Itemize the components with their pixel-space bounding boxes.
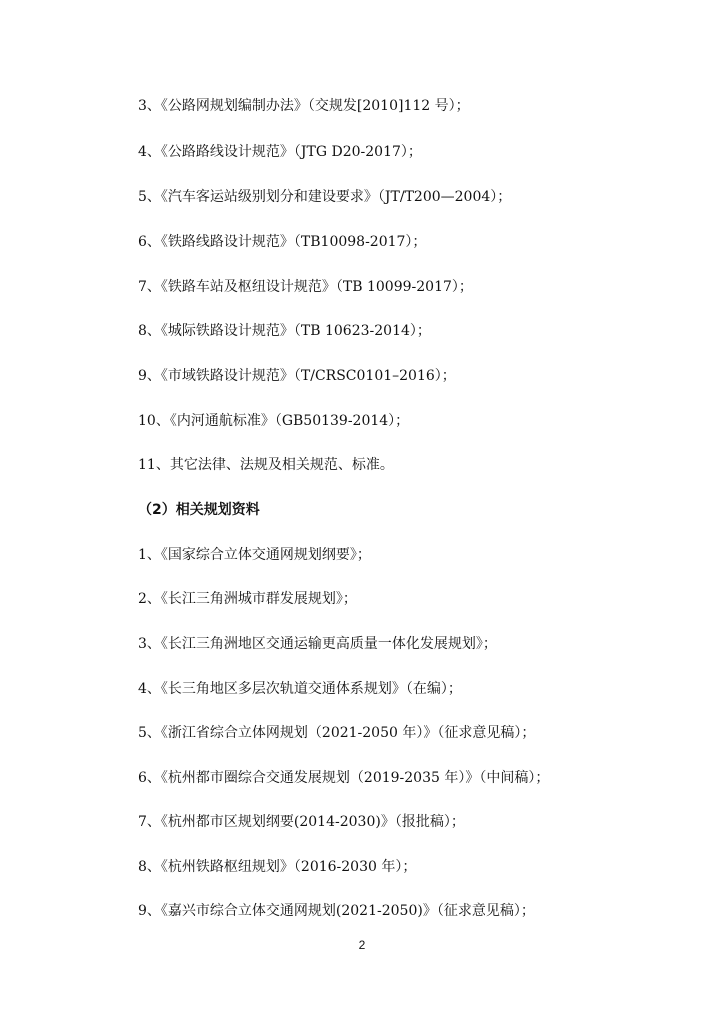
planning-doc-item: 2、《长江三角洲城市群发展规划》； [138, 591, 357, 607]
page-number: 2 [358, 938, 366, 952]
planning-doc-item: 6、《杭州都市圈综合交通发展规划（2019-2035 年）》（中间稿）； [138, 770, 550, 786]
regulation-item: 6、《铁路线路设计规范》（TB10098-2017）； [138, 234, 427, 250]
planning-doc-item: 8、《杭州铁路枢纽规划》（2016-2030 年）； [138, 859, 417, 875]
regulation-item: 8、《城际铁路设计规范》（TB 10623-2014）； [138, 323, 431, 339]
regulation-item: 5、《汽车客运站级别划分和建设要求》（JT/T200—2004）； [138, 189, 512, 205]
planning-doc-item: 7、《杭州都市区规划纲要(2014-2030)》（报批稿）； [138, 814, 465, 830]
planning-doc-item: 1、《国家综合立体交通网规划纲要》； [138, 547, 371, 563]
regulation-item: 11、其它法律、法规及相关规范、标准。 [138, 457, 394, 473]
planning-doc-item: 4、《长三角地区多层次轨道交通体系规划》（在编）； [138, 681, 462, 697]
regulation-item: 10、《内河通航标准》（GB50139-2014）； [138, 413, 410, 429]
regulation-item: 3、《公路网规划编制办法》（交规发[2010]112 号）； [138, 98, 470, 114]
planning-doc-item: 9、《嘉兴市综合立体交通网规划(2021-2050)》（征求意见稿）； [138, 903, 535, 919]
regulation-item: 4、《公路路线设计规范》（JTG D20-2017）； [138, 144, 422, 160]
regulation-item: 7、《铁路车站及枢纽设计规范》（TB 10099-2017）； [138, 279, 473, 295]
planning-doc-item: 3、《长江三角洲地区交通运输更高质量一体化发展规划》； [138, 636, 497, 652]
planning-doc-item: 5、《浙江省综合立体网规划（2021-2050 年）》（征求意见稿）； [138, 725, 536, 741]
regulation-item: 9、《市域铁路设计规范》（T/CRSC0101–2016）； [138, 368, 456, 384]
section-heading: （2）相关规划资料 [138, 502, 260, 518]
